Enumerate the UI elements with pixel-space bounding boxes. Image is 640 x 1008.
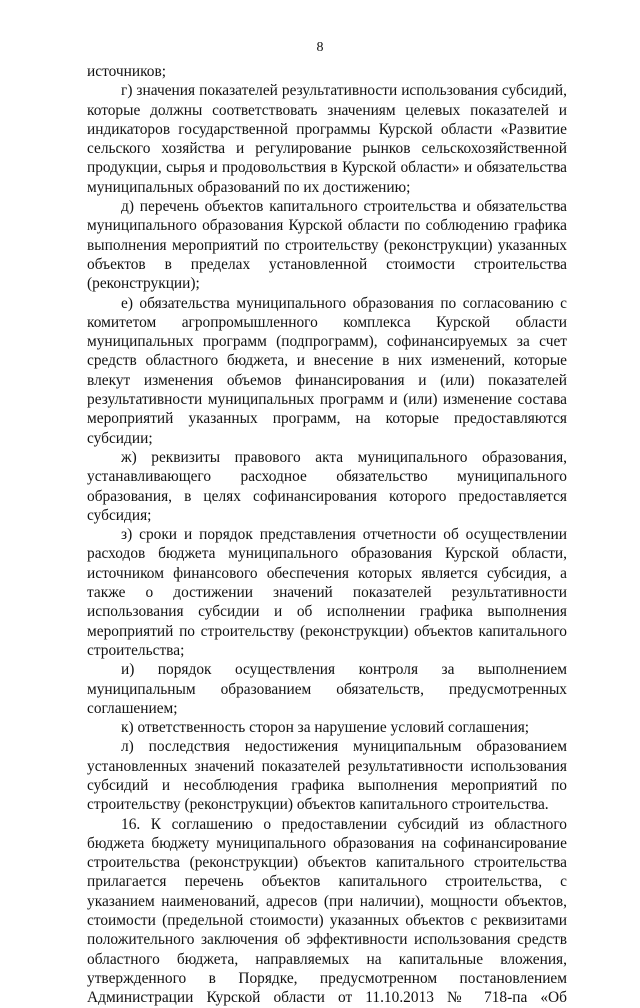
paragraph-item-e: е) обязательства муниципального образования по согласованию с комитетом агропромышленного комплекса Курской области муниципальных программ (подпрограмм), софинансируемых за счет средств областного бюджета, и внесение в них изменений, которые влекут изменения объемов финансирования и (или) показателей результативности муниципальных программ и (или) изменение состава мероприятий указанных программ, на которые предоставляются субсидии; [87,294,567,447]
paragraph-item-z: з) сроки и порядок представления отчетности об осуществлении расходов бюджета муниципального образования Курской области, источником финансового обеспечения которых является субсидия, а также о достижении значений показателей результативности использования субсидии и об исполнении графика выполнения мероприятий по строительству (реконструкции) объектов капитального строительства; [87,526,567,659]
paragraph-item-k: к) ответственность сторон за нарушение условий соглашения; [121,719,530,737]
paragraph-continuation: источников; [87,63,167,80]
paragraph-item-i: и) порядок осуществления контроля за выполнением муниципальным образованием обязательств, предусмотренных соглашением; [87,661,567,717]
document-body [87,62,567,1008]
paragraph-item-g: г) значения показателей результативности использования субсидий, которые должны соответствовать значениям целевых показателей и индикаторов государственной программы Курской области «Развитие сельского хозяйства и регулирование рынков сельскохозяйственной продукции, сырья и продовольствия в Курской области» и обязательства муниципальных образований по их достижению; [87,82,567,196]
paragraph-item-d: д) перечень объектов капитального строительства и обязательства муниципального образования Курской области по соблюдению графика выполнения мероприятий по строительству (реконструкции) указанных объектов в пределах установленной стоимости строительства (реконструкции); [87,198,567,293]
paragraph-section-16: 16. К соглашению о предоставлении субсидий из областного бюджета бюджету муниципального образования на софинансирование строительства (реконструкции) объектов капитального строительства прилагается перечень объектов капитального строительства, с указанием наименований, адресов (при наличии), мощности объектов, стоимости (предельной стоимости) указанных объектов с реквизитами положительного заключения об эффективности использования средств областного бюджета, направляемых на капитальные вложения, утвержденного в Порядке, предусмотренном постановлением Администрации Курской области от 11.10.2013 № 718-па «Об [87,815,567,1007]
page-number: 8 [316,40,324,55]
paragraph-item-l: л) последствия недостижения муниципальным образованием установленных значений показателей результативности использования субсидий и несоблюдения графика выполнения мероприятий по строительству (реконструкции) объектов капитального строительства. [87,738,567,814]
paragraph-item-zh: ж) реквизиты правового акта муниципального образования, устанавливающего расходное обязательство муниципального образования, в целях софинансирования которого предоставляется субсидия; [87,448,567,524]
